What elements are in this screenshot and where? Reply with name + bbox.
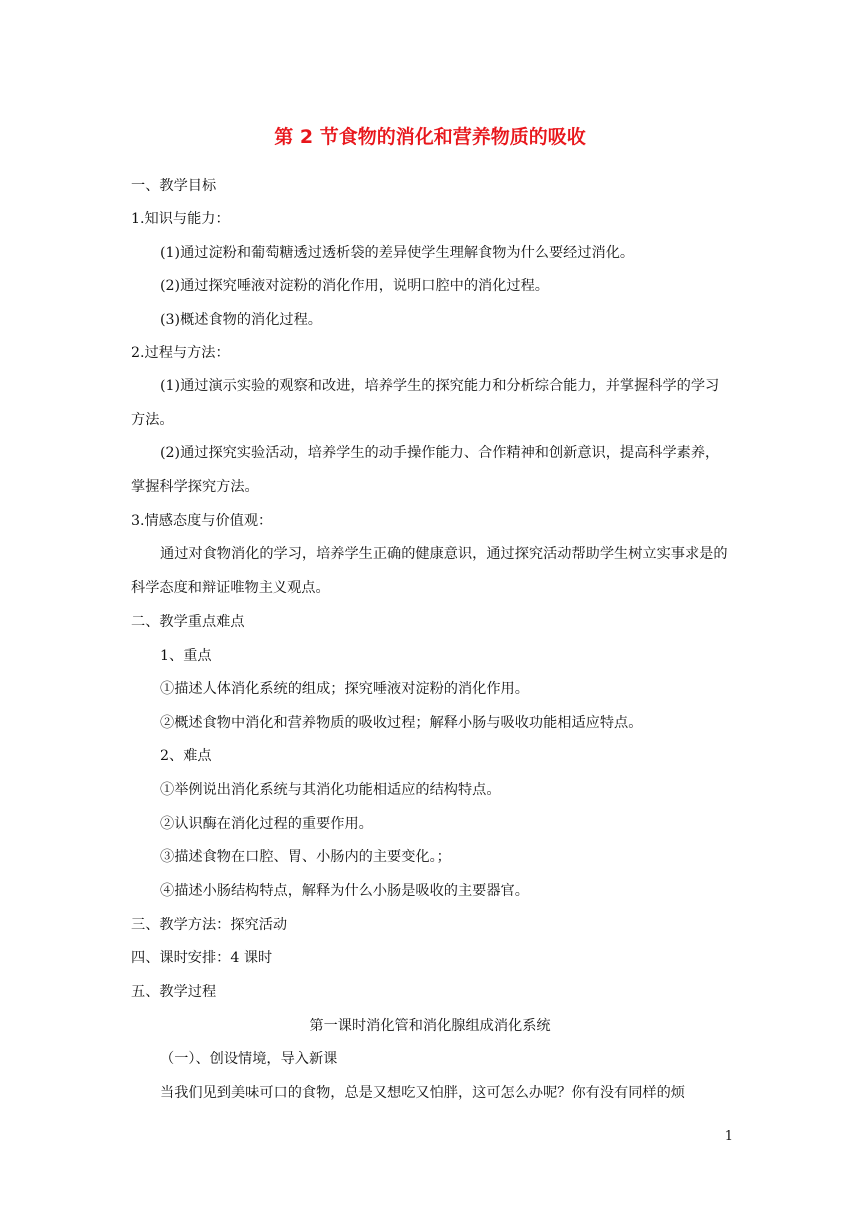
objective-item: (2)通过探究唾液对淀粉的消化作用，说明口腔中的消化过程。 bbox=[160, 278, 549, 294]
section-heading-objectives: 一、教学目标 bbox=[131, 178, 217, 194]
subheading-process: 2.过程与方法： bbox=[131, 345, 230, 361]
objective-paragraph: (2)通过探究实验活动，培养学生的动手操作能力、合作精神和创新意识，提高科学素养，掌握科学探究方法。 bbox=[131, 445, 720, 495]
objective-paragraph: (1)通过演示实验的观察和改进，培养学生的探究能力和分析综合能力，并掌握科学的学习方法。 bbox=[131, 378, 720, 428]
subheading-attitude: 3.情感态度与价值观： bbox=[131, 513, 273, 529]
subheading-difficulty: 2、难点 bbox=[160, 748, 212, 764]
objective-item: (1)通过淀粉和葡萄糖透过透析袋的差异使学生理解食物为什么要经过消化。 bbox=[160, 245, 635, 261]
list-item: ①描述人体消化系统的组成；探究唾液对淀粉的消化作用。 bbox=[160, 681, 529, 697]
list-item: ④描述小肠结构特点，解释为什么小肠是吸收的主要器官。 bbox=[160, 883, 529, 899]
list-item: ②概述食物中消化和营养物质的吸收过程；解释小肠与吸收功能相适应特点。 bbox=[160, 715, 643, 731]
page-number: 1 bbox=[724, 1129, 733, 1144]
body-paragraph: 当我们见到美味可口的食物，总是又想吃又怕胖，这可怎么办呢？你有没有同样的烦 bbox=[160, 1085, 685, 1101]
subheading-knowledge: 1.知识与能力： bbox=[131, 211, 230, 227]
section-heading-process: 五、教学过程 bbox=[131, 984, 217, 1000]
section-heading-schedule: 四、课时安排：4 课时 bbox=[131, 950, 273, 966]
part-heading: （一）、创设情境，导入新课 bbox=[160, 1051, 338, 1067]
section-heading-keypoints: 二、教学重点难点 bbox=[131, 614, 245, 630]
objective-paragraph: 通过对食物消化的学习，培养学生正确的健康意识，通过探究活动帮助学生树立实事求是的科学态度和辩证唯物主义观点。 bbox=[131, 546, 728, 596]
subheading-key: 1、重点 bbox=[160, 648, 212, 664]
lesson-title: 第一课时消化管和消化腺组成消化系统 bbox=[309, 1018, 551, 1034]
list-item: ③描述食物在口腔、胃、小肠内的主要变化。； bbox=[160, 849, 451, 865]
page-title: 第 2 节食物的消化和营养物质的吸收 bbox=[274, 126, 586, 148]
list-item: ①举例说出消化系统与其消化功能相适应的结构特点。 bbox=[160, 782, 501, 798]
section-heading-method: 三、教学方法：探究活动 bbox=[131, 917, 288, 933]
objective-item: (3)概述食物的消化过程。 bbox=[160, 312, 322, 328]
list-item: ②认识酶在消化过程的重要作用。 bbox=[160, 816, 373, 832]
